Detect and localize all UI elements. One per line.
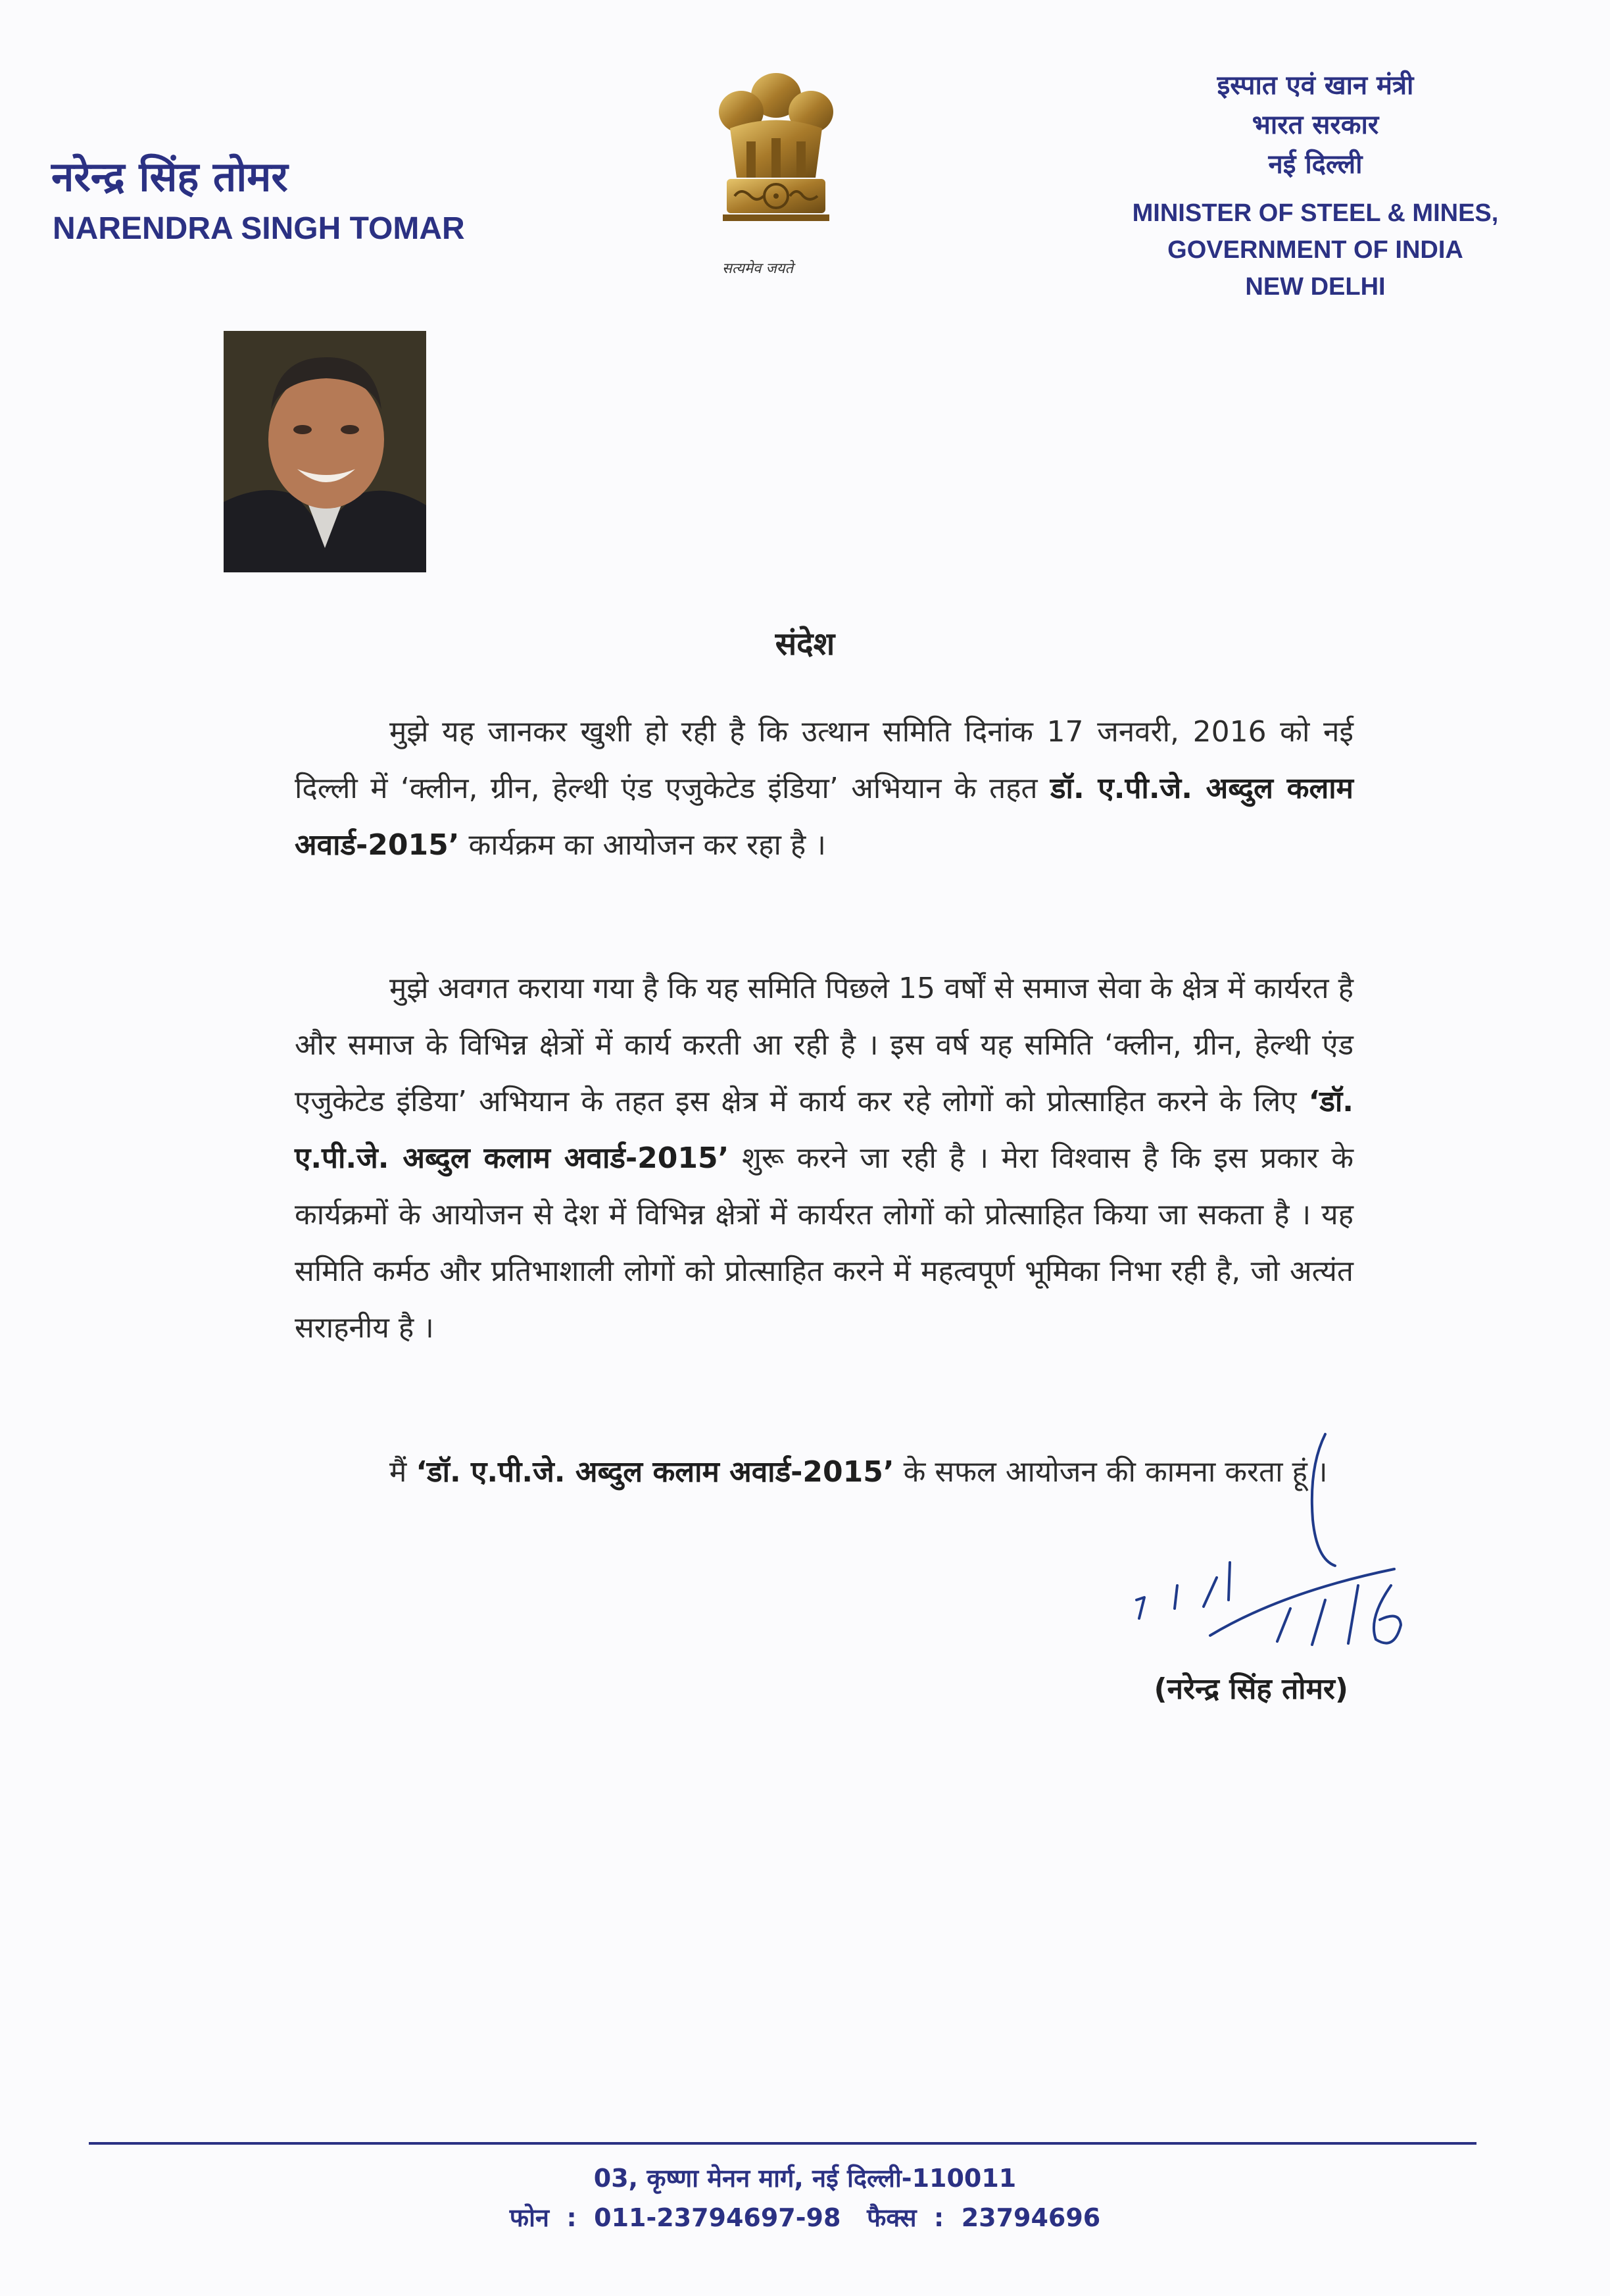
office-hindi-line-3: नई दिल्ली <box>1268 149 1363 180</box>
paragraph-2 <box>295 961 1354 1357</box>
portrait-photo <box>224 331 426 572</box>
sender-name-english: NARENDRA SINGH TOMAR <box>53 211 465 246</box>
footer-divider <box>89 2142 1476 2145</box>
paragraph-1-text: मुझे यह जानकर खुशी हो रही है कि उत्थान समिति दिनांक 17 जनवरी, 2016 को नई दिल्ली में ‘क्लीन, ग्रीन, हेल्थी एंड एजुकेटेड इंडिया’ अभियान के तहत <box>295 715 1354 805</box>
paragraph-3-start: मैं <box>389 1455 407 1489</box>
office-designation <box>1072 66 1559 305</box>
paragraph-2-text: मुझे अवगत कराया गया है कि यह समिति पिछले 15 वर्षों से समाज सेवा के क्षेत्र में कार्यरत है और समाज के विभिन्न क्षेत्रों में कार्य करती आ रही है । इस वर्ष यह समिति ‘क्लीन, ग्रीन, हेल्थी एंड एजुकेटेड इंडिया’ अभियान के तहत इस क्षेत्र में कार्य कर रहे लोगों को प्रोत्साहित करने के लिए <box>295 972 1354 1118</box>
paragraph-3-end: के सफल आयोजन की कामना करता हूं । <box>903 1455 1328 1489</box>
national-emblem-icon <box>707 66 845 257</box>
office-hindi-line-2: भारत सरकार <box>1252 110 1379 140</box>
paragraph-1-end: कार्यक्रम का आयोजन कर रहा है । <box>468 828 826 862</box>
award-name-quoted: ‘डॉ. ए.पी.जे. अब्दुल कलाम अवार्ड-2015’ <box>295 1085 1354 1175</box>
fax-label: फैक्स <box>867 2203 917 2232</box>
phone-label: फोन <box>509 2203 549 2232</box>
office-english-line-3: NEW DELHI <box>1245 273 1386 301</box>
office-english-line-2: GOVERNMENT OF INDIA <box>1167 236 1463 264</box>
letter-subject: संदेश <box>775 626 835 662</box>
paragraph-2-end: शुरू करने जा रही है । मेरा विश्वास है कि इस प्रकार के कार्यक्रमों के आयोजन से देश में विभिन्न क्षेत्रों में कार्यरत लोगों को प्रोत्साहित किया जा सकता है । यह समिति कर्मठ और प्रतिभाशाली लोगों को प्रोत्साहित करने में महत्वपूर्ण भूमिका निभा रही है, जो अत्यंत सराहनीय है । <box>295 1141 1354 1345</box>
office-english-line-1: MINISTER OF STEEL & MINES, <box>1132 199 1499 227</box>
footer-address: 03, कृष्णा मेनन मार्ग, नई दिल्ली-110011 <box>593 2164 1017 2193</box>
award-name-closing: ‘डॉ. ए.पी.जे. अब्दुल कलाम अवार्ड-2015’ <box>416 1455 894 1489</box>
sender-name-hindi: नरेन्द्र सिंह तोमर <box>51 153 288 201</box>
award-name: डॉ. ए.पी.जे. अब्दुल कलाम अवार्ड-2015’ <box>295 772 1354 862</box>
phone-number: 011-23794697-98 <box>594 2203 841 2232</box>
paragraph-1 <box>295 704 1354 874</box>
office-hindi-line-1: इस्पात एवं खान मंत्री <box>1217 70 1414 101</box>
footer-contact: फोन : 011-23794697-98 फैक्स : 23794696 <box>509 2203 1101 2232</box>
fax-number: 23794696 <box>961 2203 1101 2232</box>
emblem-motto: सत्यमेव जयते <box>722 261 794 277</box>
signatory-name: (नरेन्द्र सिंह तोमर) <box>1154 1672 1348 1706</box>
